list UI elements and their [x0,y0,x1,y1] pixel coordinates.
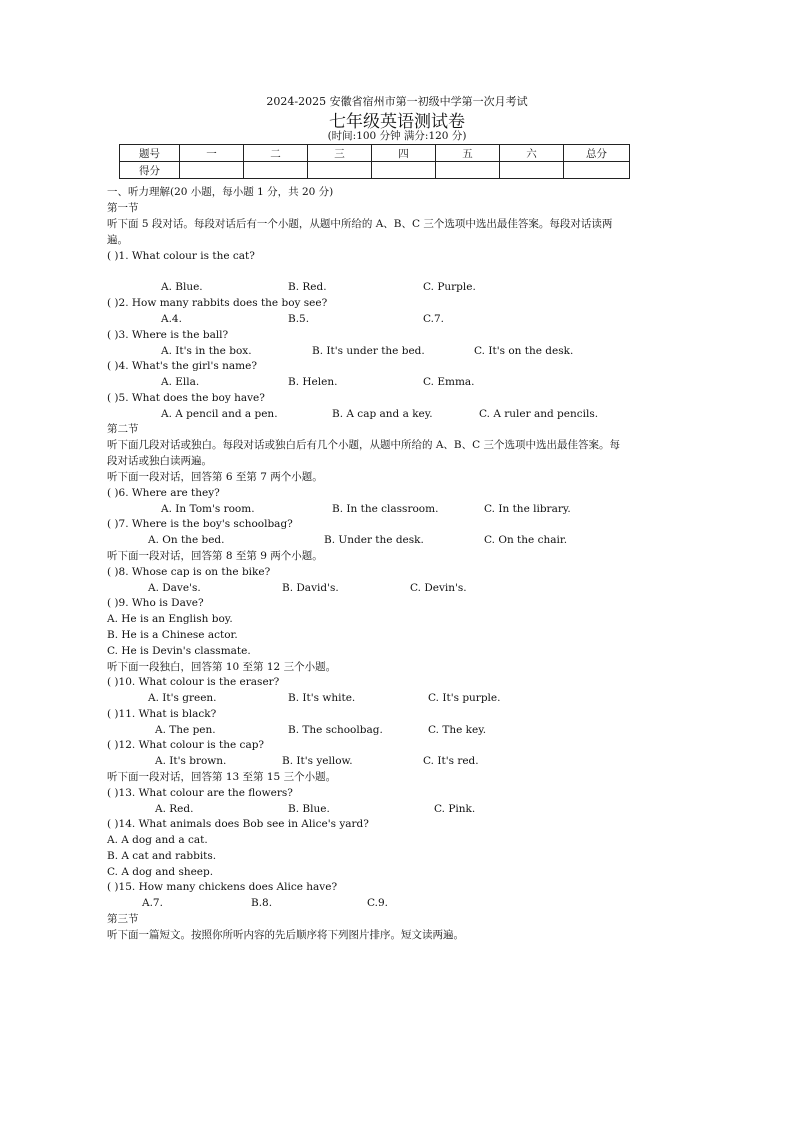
option-2a: A.4. [161,313,182,325]
option-13a: A. Red. [155,803,194,815]
paper-title: 七年级英语测试卷 [329,112,465,132]
option-15b: B.8. [251,897,273,909]
option-9a: A. He is an English boy. [107,613,233,625]
question-14: ( )14. What animals does Bob see in Alice's yard? [107,818,369,830]
option-11b: B. The schoolbag. [288,724,383,736]
option-6c: C. In the library. [484,503,571,515]
question-6: ( )6. Where are they? [107,487,220,499]
option-15a: A.7. [142,897,163,909]
question-9: ( )9. Who is Dave? [107,597,204,609]
table-cell: 总分 [563,145,629,162]
option-14a: A. A dog and a cat. [107,834,208,846]
option-5b: B. A cap and a key. [332,408,433,420]
score-table [119,144,630,179]
option-4b: B. Helen. [288,376,338,388]
option-9c: C. He is Devin's classmate. [107,645,251,657]
table-cell: 三 [308,145,372,162]
option-6a: A. In Tom's room. [161,503,255,515]
question-5: ( )5. What does the boy have? [107,392,265,404]
option-5c: C. A ruler and pencils. [479,408,599,420]
option-11c: C. The key. [428,724,487,736]
option-7b: B. Under the desk. [324,534,424,546]
option-2c: C.7. [423,313,445,325]
option-13c: C. Pink. [434,803,476,815]
option-15c: C.9. [367,897,389,909]
option-2b: B.5. [288,313,310,325]
table-cell: 题号 [120,145,180,162]
table-cell: 一 [180,145,244,162]
option-10c: C. It's purple. [428,692,501,704]
table-cell: 六 [499,145,563,162]
option-7c: C. On the chair. [484,534,568,546]
option-13b: B. Blue. [288,803,330,815]
score-table-score-row [120,162,630,179]
table-cell: 五 [436,145,500,162]
question-3: ( )3. Where is the ball? [107,329,229,341]
group-instruction-2: 听下面一段对话，回答第 8 至第 9 两个小题。 [107,550,323,562]
table-cell: 二 [244,145,308,162]
option-8b: B. David's. [282,582,339,594]
option-6b: B. In the classroom. [332,503,439,515]
option-4a: A. Ella. [161,376,200,388]
option-1b: B. Red. [288,281,327,293]
score-entry-cell[interactable] [372,162,436,179]
question-7: ( )7. Where is the boy's schoolbag? [107,518,293,530]
option-10b: B. It's white. [288,692,356,704]
option-14b: B. A cat and rabbits. [107,850,217,862]
table-cell: 四 [372,145,436,162]
score-entry-cell[interactable] [244,162,308,179]
section2-instruction: 听下面几段对话或独白。每段对话或独白后有几个小题，从题中所给的 A、B、C 三个选项中选出最佳答案。每 [107,439,621,451]
group-instruction-3: 听下面一段独白，回答第 10 至第 12 三个小题。 [107,661,337,673]
option-9b: B. He is a Chinese actor. [107,629,238,641]
option-3b: B. It's under the bed. [312,345,425,357]
group-instruction-1: 听下面一段对话，回答第 6 至第 7 两个小题。 [107,471,323,483]
option-10a: A. It's green. [148,692,217,704]
section3-instruction: 听下面一篇短文。按照你所听内容的先后顺序将下列图片排序。短文读两遍。 [107,929,464,941]
question-1: ( )1. What colour is the cat? [107,250,255,262]
group-instruction-4: 听下面一段对话，回答第 13 至第 15 三个小题。 [107,771,337,783]
option-7a: A. On the bed. [148,534,225,546]
option-1c: C. Purple. [423,281,476,293]
section1-title: 第一节 [107,202,139,214]
option-4c: C. Emma. [423,376,475,388]
option-12b: B. It's yellow. [282,755,353,767]
option-5a: A. A pencil and a pen. [161,408,278,420]
question-15: ( )15. How many chickens does Alice have? [107,881,338,893]
score-entry-cell[interactable] [436,162,500,179]
table-cell: 得分 [120,162,180,179]
score-table-header-row [120,145,630,162]
section2-title: 第二节 [107,423,139,435]
option-1a: A. Blue. [161,281,203,293]
option-8c: C. Devin's. [410,582,467,594]
section2-instruction-cont: 段对话或独白读两遍。 [107,455,212,467]
section3-title: 第三节 [107,913,139,925]
exam-name: 2024-2025 安徽省宿州市第一初级中学第一次月考试 [266,95,528,108]
question-8: ( )8. Whose cap is on the bike? [107,566,271,578]
question-10: ( )10. What colour is the eraser? [107,676,280,688]
option-12c: C. It's red. [423,755,479,767]
option-3a: A. It's in the box. [161,345,252,357]
question-4: ( )4. What's the girl's name? [107,360,257,372]
part1-heading: 一、听力理解(20 小题，每小题 1 分，共 20 分) [107,186,334,198]
section1-instruction-cont: 遍。 [107,234,128,246]
question-12: ( )12. What colour is the cap? [107,739,265,751]
option-14c: C. A dog and sheep. [107,866,214,878]
score-entry-cell[interactable] [499,162,563,179]
question-13: ( )13. What colour are the flowers? [107,787,293,799]
question-11: ( )11. What is black? [107,708,217,720]
score-entry-cell[interactable] [308,162,372,179]
section1-instruction: 听下面 5 段对话。每段对话后有一个小题，从题中所给的 A、B、C 三个选项中选出最佳答案。每段对话读两 [107,218,613,230]
option-11a: A. The pen. [155,724,216,736]
option-12a: A. It's brown. [155,755,227,767]
score-entry-cell[interactable] [563,162,629,179]
option-3c: C. It's on the desk. [474,345,574,357]
question-2: ( )2. How many rabbits does the boy see? [107,297,328,309]
score-entry-cell[interactable] [180,162,244,179]
option-8a: A. Dave's. [148,582,201,594]
time-info: (时间:100 分钟 满分:120 分) [327,130,467,142]
